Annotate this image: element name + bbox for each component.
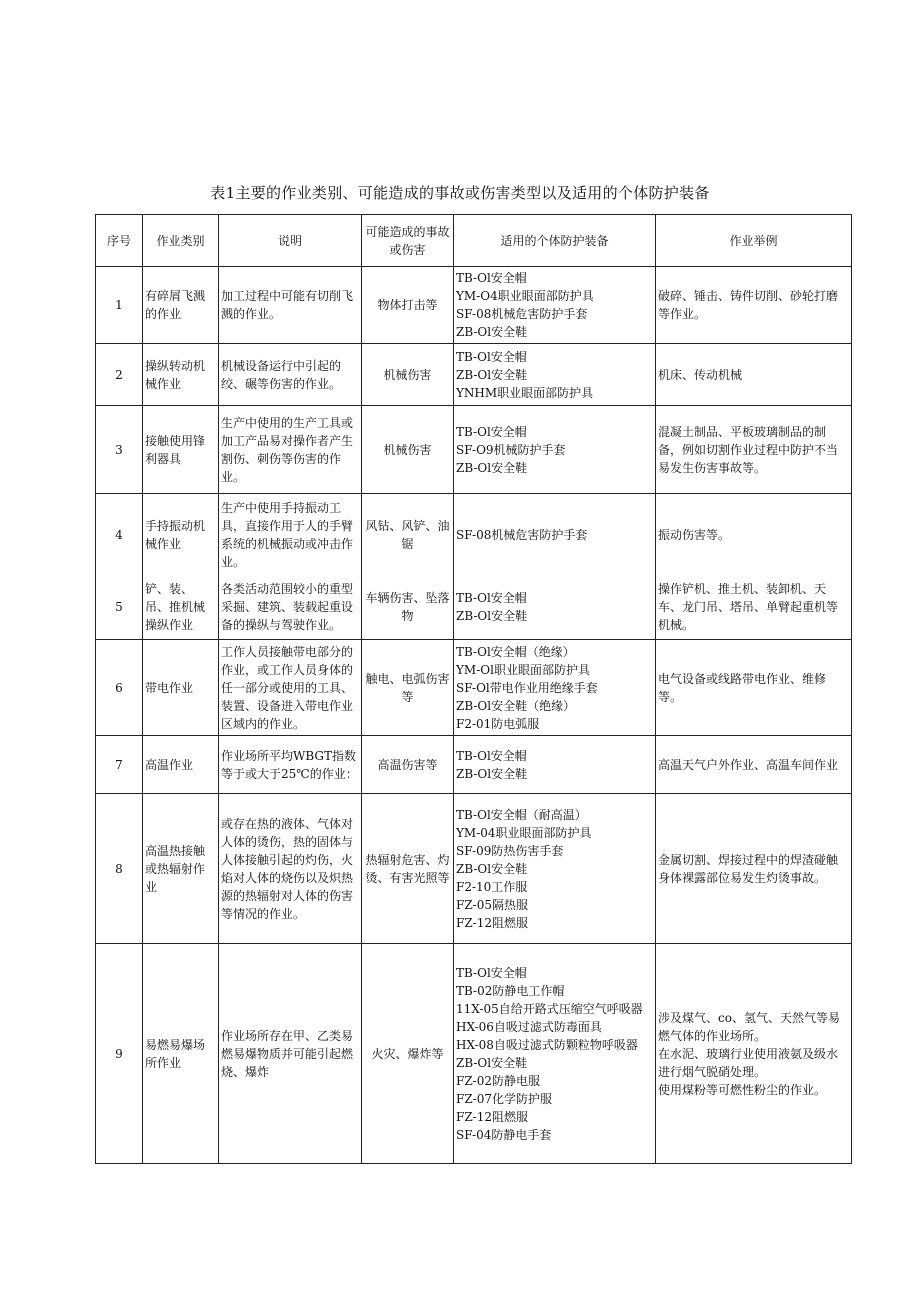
cell-desc: 加工过程中可能有切削飞溅的作业。 [219, 267, 362, 344]
cell-example: 振动伤害等。 [656, 494, 852, 576]
cell-hazard: 火灾、爆炸等 [362, 944, 454, 1164]
cell-hazard: 热辐射危害、灼烫、有害光照等 [362, 794, 454, 944]
cell-hazard: 高温伤害等 [362, 736, 454, 794]
header-no: 序号 [96, 215, 143, 267]
table-title: 表1主要的作业类别、可能造成的事故或伤害类型以及适用的个体防护装备 [210, 184, 710, 202]
cell-category: 接触使用锋利器具 [143, 406, 219, 494]
ppe-item: YM-O4职业眼面部防护具 [456, 289, 594, 303]
cell-desc: 生产中使用手持振动工具，直接作用于人的手臂系统的机械振动或冲击作业。 [219, 494, 362, 576]
cell-example: 电气设备或线路带电作业、维修等。 [656, 640, 852, 736]
cell-desc: 作业场所平均WBGT指数等于或大于25℃的作业： [219, 736, 362, 794]
cell-ppe [454, 406, 656, 494]
table-body [96, 267, 852, 1164]
ppe-item: ZB-Ol安全鞋 [456, 766, 528, 781]
header-example: 作业举例 [656, 215, 852, 267]
cell-desc: 工作人员接触带电部分的作业，或工作人员身体的任一部分或使用的工具、装置、设备进入带电作业区域内的作业。 [219, 640, 362, 736]
ppe-item: FZ-02防静电服 [456, 1073, 540, 1088]
ppe-item: FZ-07化学防护服 [456, 1091, 552, 1106]
cell-ppe [454, 576, 656, 640]
cell-ppe [454, 944, 656, 1164]
ppe-item: TB-Ol安全帽 [456, 271, 527, 285]
cell-category: 铲、装、吊、推机械操纵作业 [143, 576, 219, 640]
cell-ppe [454, 344, 656, 406]
cell-category: 易燃易爆场所作业 [143, 944, 219, 1164]
cell-example [656, 944, 852, 1164]
ppe-item: TB-Ol安全帽 [456, 591, 527, 606]
cell-no: 2 [96, 344, 143, 406]
cell-no: 5 [96, 576, 143, 640]
example-line: 涉及煤气、co、氢气、天然气等易燃气体的作业场所。 [658, 1010, 840, 1043]
table-row [96, 494, 852, 576]
cell-ppe [454, 640, 656, 736]
cell-category: 有碎屑飞溅的作业 [143, 267, 219, 344]
header-ppe: 适用的个体防护装备 [454, 215, 656, 267]
table-row [96, 267, 852, 344]
cell-category: 操纵转动机械作业 [143, 344, 219, 406]
ppe-item: SF-09防热伤害手套 [456, 843, 564, 858]
cell-desc: 各类活动范围较小的重型采掘、建筑、装载起重设备的操纵与驾驶作业。 [219, 576, 362, 640]
ppe-item: ZB-Ol安全鞋 [456, 609, 528, 624]
cell-example: 高温天气户外作业、高温车间作业 [656, 736, 852, 794]
cell-desc: 或存在热的液体、气体对人体的烫伤，热的固体与人体接触引起的灼伤，火焰对人体的烧伤以及炽热源的热辐射对人体的伤害等情况的作业。 [219, 794, 362, 944]
cell-no: 6 [96, 640, 143, 736]
cell-no: 7 [96, 736, 143, 794]
cell-desc: 机械设备运行中引起的绞、碾等伤害的作业。 [219, 344, 362, 406]
cell-category: 手持振动机械作业 [143, 494, 219, 576]
header-category: 作业类别 [143, 215, 219, 267]
ppe-item: YNHM职业眼面部防护具 [456, 385, 594, 400]
cell-desc: 生产中使用的生产工具或加工产品易对操作者产生割伤、刺伤等伤害的作业。 [219, 406, 362, 494]
table-row [96, 794, 852, 944]
ppe-item: TB-Ol安全帽（绝缘） [456, 644, 575, 659]
table-row [96, 576, 852, 640]
ppe-item: SF-04防静电手套 [456, 1127, 552, 1142]
table-row [96, 640, 852, 736]
cell-example: 操作铲机、推土机、装卸机、天车、龙门吊、塔吊、单臂起重机等机械。 [656, 576, 852, 640]
ppe-item: TB-Ol安全帽 [456, 424, 527, 439]
ppe-item: ZB-Ol安全鞋 [456, 1055, 528, 1070]
ppe-item: 11X-05自给开路式压缩空气呼吸器 [456, 1001, 643, 1016]
cell-hazard: 触电、电弧伤害等 [362, 640, 454, 736]
cell-no: 4 [96, 494, 143, 576]
cell-hazard: 物体打击等 [362, 267, 454, 344]
ppe-item: ZB-Ol安全鞋 [456, 861, 528, 876]
ppe-item: HX-08自吸过滤式防颗粒物呼吸器 [456, 1037, 638, 1052]
cell-ppe [454, 494, 656, 576]
cell-no: 3 [96, 406, 143, 494]
cell-category: 带电作业 [143, 640, 219, 736]
table-row [96, 736, 852, 794]
ppe-item: SF-08机械危害防护手套 [456, 307, 588, 321]
table-row [96, 406, 852, 494]
header-row [96, 215, 852, 267]
ppe-item: F2-10工作服 [456, 879, 528, 894]
cell-hazard: 风钻、风铲、油锯 [362, 494, 454, 576]
cell-category: 高温热接触或热辐射作业 [143, 794, 219, 944]
ppe-item: TB-Ol安全帽（耐高温） [456, 807, 587, 822]
ppe-item: ZB-Ol安全鞋 [456, 325, 528, 339]
ppe-item: YM-04职业眼面部防护具 [456, 825, 592, 840]
header-desc: 说明 [219, 215, 362, 267]
cell-ppe [454, 736, 656, 794]
example-line: 在水泥、玻璃行业使用液氨及级水进行烟气脱硝处理。 [658, 1046, 839, 1079]
ppe-item: TB-Ol安全帽 [456, 748, 527, 763]
ppe-item: FZ-12阻燃服 [456, 915, 528, 930]
table-row [96, 944, 852, 1164]
ppe-item: TB-Ol安全帽 [456, 965, 527, 980]
ppe-item: FZ-12阻燃服 [456, 1109, 528, 1124]
ppe-item: TB-02防静电工作帽 [456, 983, 565, 998]
cell-ppe [454, 794, 656, 944]
ppe-item: F2-01防电弧服 [456, 716, 540, 731]
cell-no: 1 [96, 267, 143, 344]
cell-hazard: 车辆伤害、坠落物 [362, 576, 454, 640]
ppe-item: SF-O9机械防护手套 [456, 442, 566, 457]
cell-example: 机床、传动机械 [656, 344, 852, 406]
example-line: 使用煤粉等可燃性粉尘的作业。 [658, 1082, 827, 1097]
cell-example: 金属切割、焊接过程中的焊渣碰触身体裸露部位易发生灼烫事故。 [656, 794, 852, 944]
ppe-item: ZB-Ol安全鞋 [456, 460, 528, 475]
ppe-item: ZB-Ol安全鞋 [456, 367, 528, 382]
ppe-item: SF-Ol带电作业用绝缘手套 [456, 680, 598, 695]
cell-desc: 作业场所存在甲、乙类易燃易爆物质并可能引起燃烧、爆炸 [219, 944, 362, 1164]
cell-category: 高温作业 [143, 736, 219, 794]
ppe-item: FZ-05隔热服 [456, 897, 528, 912]
cell-hazard: 机械伤害 [362, 344, 454, 406]
cell-example: 混凝土制品、平板玻璃制品的制备，例如切割作业过程中防护不当易发生伤害事故等。 [656, 406, 852, 494]
ppe-item: SF-08机械危害防护手套 [456, 527, 588, 542]
cell-hazard: 机械伤害 [362, 406, 454, 494]
ppe-item: TB-Ol安全帽 [456, 349, 527, 364]
ppe-item: HX-06自吸过滤式防毒面具 [456, 1019, 602, 1034]
cell-no: 9 [96, 944, 143, 1164]
cell-example: 破碎、锤击、铸件切削、砂轮打磨等作业。 [656, 267, 852, 344]
cell-no: 8 [96, 794, 143, 944]
table-row [96, 344, 852, 406]
header-hazard: 可能造成的事故或伤害 [362, 215, 454, 267]
ppe-item: YM-Ol职业眼面部防护具 [456, 662, 590, 677]
ppe-table [95, 214, 852, 1164]
cell-ppe [454, 267, 656, 344]
ppe-item: ZB-Ol安全鞋（绝缘） [456, 698, 576, 713]
